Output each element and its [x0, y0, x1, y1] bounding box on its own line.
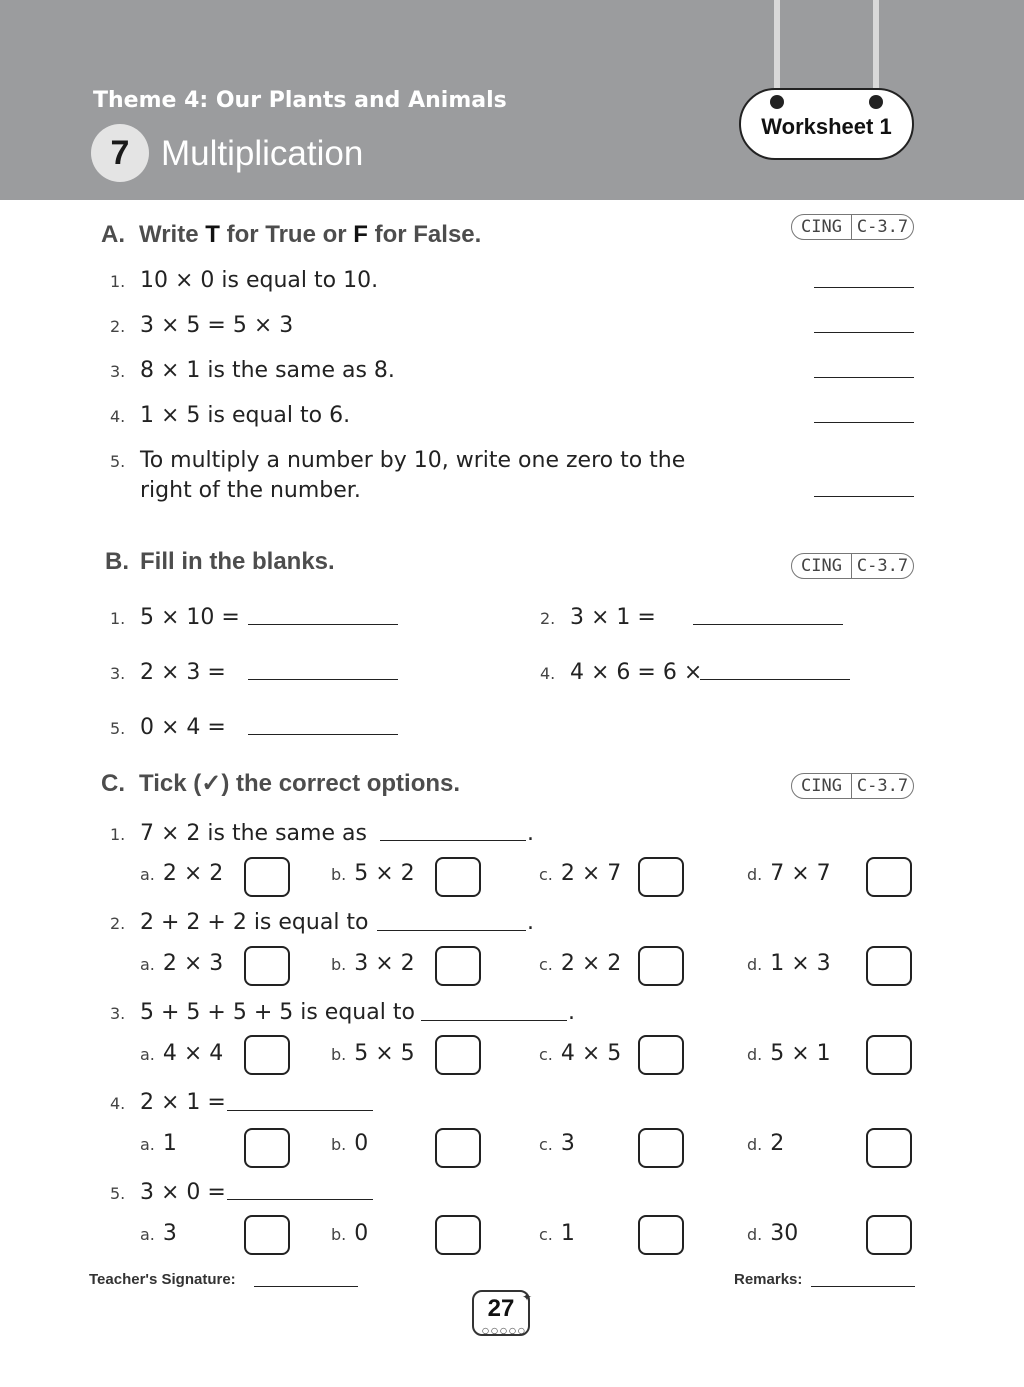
mcq-question: [110, 1180, 226, 1205]
title-part: Write: [139, 221, 206, 248]
cing-tag: [791, 553, 914, 579]
question-text: right of the number.: [140, 478, 361, 503]
tick-box[interactable]: [866, 857, 912, 897]
tick-box[interactable]: [244, 1035, 290, 1075]
option: [140, 1221, 177, 1246]
tag-ref: C-3.7: [856, 556, 909, 576]
remarks-line[interactable]: [811, 1286, 915, 1287]
mcq-question: [110, 1000, 415, 1025]
option-label: c.: [539, 955, 553, 974]
option-text: 2: [770, 1131, 785, 1156]
question-number: 4.: [540, 664, 556, 683]
question-number: 1.: [110, 272, 126, 291]
question-text: 4 × 6 = 6 ×: [570, 660, 703, 685]
section-c-title: [101, 769, 460, 798]
question-number: 3.: [110, 1004, 126, 1023]
answer-line[interactable]: [693, 624, 843, 625]
cing-tag: [791, 214, 914, 240]
option-label: b.: [331, 1135, 347, 1154]
question-number: 4.: [110, 1094, 126, 1113]
option: [539, 861, 621, 886]
option-text: 1: [560, 1221, 575, 1246]
answer-line[interactable]: [248, 679, 398, 680]
section-letter: C.: [101, 770, 125, 797]
chapter-number-badge: 7: [91, 124, 149, 182]
option-label: b.: [331, 1045, 347, 1064]
option-label: a.: [140, 1135, 155, 1154]
tick-box[interactable]: [244, 1215, 290, 1255]
option-text: 3 × 2: [354, 951, 415, 976]
option-text: 4 × 4: [162, 1041, 224, 1066]
hanging-string-right: [873, 0, 879, 100]
page-number-text: 27: [487, 1295, 515, 1322]
option: [140, 951, 223, 976]
option-label: b.: [331, 955, 347, 974]
answer-line[interactable]: [700, 679, 850, 680]
fill-question: [110, 715, 226, 740]
tick-box[interactable]: [866, 946, 912, 986]
tag-code: CING: [792, 554, 852, 578]
question-number: 2.: [110, 317, 126, 336]
section-letter: A.: [101, 221, 125, 248]
question-text: 10 × 0 is equal to 10.: [140, 268, 379, 293]
tag-code: CING: [792, 774, 852, 798]
signature-line[interactable]: [254, 1286, 358, 1287]
option-text: 30: [770, 1221, 799, 1246]
question-number: 5.: [110, 1184, 126, 1203]
answer-line: [380, 840, 526, 841]
option-label: a.: [140, 1045, 155, 1064]
tick-box[interactable]: [638, 1035, 684, 1075]
section-a-title: [101, 221, 481, 249]
question-period: .: [568, 1000, 575, 1025]
option: [331, 1221, 368, 1246]
option-label: c.: [539, 1225, 553, 1244]
question-text: 3 × 1 =: [570, 605, 656, 630]
tick-box[interactable]: [866, 1128, 912, 1168]
question-text: 3 × 0 =: [140, 1180, 226, 1205]
option: [331, 1041, 415, 1066]
question-text: 0 × 4 =: [140, 715, 226, 740]
tick-box[interactable]: [866, 1215, 912, 1255]
title-part: Fill in the blanks.: [140, 548, 335, 575]
page-dots-icon: ○○○○○: [482, 1326, 527, 1335]
answer-line[interactable]: [814, 332, 914, 333]
tick-box[interactable]: [638, 857, 684, 897]
option: [747, 1221, 798, 1246]
option-label: c.: [539, 1135, 553, 1154]
question-number: 3.: [110, 362, 126, 381]
question-text: 2 + 2 + 2 is equal to: [140, 910, 369, 935]
question-text: 2 × 3 =: [140, 660, 226, 685]
tick-box[interactable]: [435, 1215, 481, 1255]
fill-question: [540, 605, 656, 630]
option-text: 2 × 7: [560, 861, 622, 886]
option: [539, 1041, 621, 1066]
option: [747, 951, 831, 976]
cing-tag: [791, 773, 914, 799]
chapter-title: Multiplication: [161, 134, 364, 173]
star-icon: ✦: [522, 1290, 533, 1304]
hanging-string-left: [774, 0, 780, 100]
mcq-question: [110, 910, 369, 935]
tick-box[interactable]: [866, 1035, 912, 1075]
fill-question: [110, 660, 226, 685]
question-text: 3 × 5 = 5 × 3: [140, 313, 294, 338]
option: [539, 951, 621, 976]
tag-code: CING: [792, 215, 852, 239]
title-part: for True or: [219, 221, 354, 248]
option-text: 5 × 1: [770, 1041, 831, 1066]
option-text: 1 × 3: [770, 951, 831, 976]
tick-box[interactable]: [638, 1215, 684, 1255]
option: [140, 1131, 177, 1156]
tf-question: [110, 358, 395, 383]
option: [747, 1131, 784, 1156]
tag-ref: C-3.7: [856, 776, 909, 796]
title-part: Tick (✓) the correct options.: [139, 770, 461, 797]
tf-question: [110, 313, 293, 338]
answer-line[interactable]: [248, 624, 398, 625]
tick-box[interactable]: [435, 857, 481, 897]
option-label: d.: [747, 1225, 763, 1244]
tick-box[interactable]: [244, 1128, 290, 1168]
tick-box[interactable]: [435, 1035, 481, 1075]
question-text: To multiply a number by 10, write one zero to the: [140, 448, 686, 473]
option-text: 0: [354, 1221, 369, 1246]
option-label: a.: [140, 865, 155, 884]
option-label: a.: [140, 955, 155, 974]
option-label: d.: [747, 1135, 763, 1154]
answer-line[interactable]: [814, 287, 914, 288]
option-text: 2 × 2: [560, 951, 622, 976]
remarks-label: Remarks:: [734, 1271, 803, 1288]
answer-line: [227, 1110, 373, 1111]
tf-question: [110, 268, 378, 293]
option-text: 2 × 3: [162, 951, 224, 976]
title-part: for False.: [367, 221, 482, 248]
option-label: b.: [331, 1225, 347, 1244]
option: [140, 861, 223, 886]
option-text: 4 × 5: [560, 1041, 622, 1066]
title-true-letter: T: [205, 221, 220, 248]
tick-box[interactable]: [244, 857, 290, 897]
question-number: 1.: [110, 825, 126, 844]
section-letter: B.: [105, 548, 129, 575]
answer-line[interactable]: [248, 734, 398, 735]
question-number: 5.: [110, 452, 126, 471]
question-text: 1 × 5 is equal to 6.: [140, 403, 351, 428]
ring-left-icon: [770, 95, 784, 109]
option-label: d.: [747, 955, 763, 974]
question-number: 1.: [110, 609, 126, 628]
option-text: 7 × 7: [770, 861, 831, 886]
teacher-signature-label: Teacher's Signature:: [89, 1271, 236, 1288]
question-text: 7 × 2 is the same as: [140, 821, 367, 846]
option-text: 0: [354, 1131, 369, 1156]
answer-line[interactable]: [814, 377, 914, 378]
tick-box[interactable]: [435, 946, 481, 986]
fill-question: [110, 605, 240, 630]
title-false-letter: F: [353, 221, 368, 248]
tick-box[interactable]: [638, 1128, 684, 1168]
worksheet-label: Worksheet 1: [761, 114, 892, 139]
option-label: c.: [539, 865, 553, 884]
question-text: 8 × 1 is the same as 8.: [140, 358, 395, 383]
option: [140, 1041, 223, 1066]
tf-question: [110, 446, 730, 505]
option: [539, 1131, 575, 1156]
answer-line: [377, 930, 526, 931]
answer-line: [421, 1020, 567, 1021]
option-label: b.: [331, 865, 347, 884]
option-label: c.: [539, 1045, 553, 1064]
option-text: 3: [560, 1131, 575, 1156]
ring-right-icon: [869, 95, 883, 109]
question-period: .: [527, 821, 534, 846]
answer-line[interactable]: [814, 496, 914, 497]
option-text: 1: [162, 1131, 177, 1156]
option-label: d.: [747, 1045, 763, 1064]
option: [331, 861, 415, 886]
answer-line: [227, 1199, 373, 1200]
theme-title: Theme 4: Our Plants and Animals: [93, 88, 507, 113]
option: [539, 1221, 575, 1246]
option-text: 2 × 2: [162, 861, 224, 886]
section-b-title: [105, 548, 335, 576]
question-text: 2 × 1 =: [140, 1090, 226, 1115]
answer-line[interactable]: [814, 422, 914, 423]
mcq-question: [110, 1090, 226, 1115]
question-text: 5 + 5 + 5 + 5 is equal to: [140, 1000, 415, 1025]
question-number: 5.: [110, 719, 126, 738]
fill-question: [540, 660, 702, 685]
option-label: a.: [140, 1225, 155, 1244]
mcq-question: [110, 821, 367, 846]
tick-box[interactable]: [435, 1128, 481, 1168]
option: [331, 951, 415, 976]
option-label: d.: [747, 865, 763, 884]
option: [331, 1131, 368, 1156]
worksheet-badge: [739, 88, 914, 160]
tick-box[interactable]: [638, 946, 684, 986]
option-text: 3: [162, 1221, 177, 1246]
question-number: 2.: [540, 609, 556, 628]
option: [747, 1041, 831, 1066]
option: [747, 861, 831, 886]
option-text: 5 × 5: [354, 1041, 415, 1066]
option-text: 5 × 2: [354, 861, 415, 886]
tick-box[interactable]: [244, 946, 290, 986]
question-text: 5 × 10 =: [140, 605, 240, 630]
question-period: .: [527, 910, 534, 935]
tag-ref: C-3.7: [856, 217, 909, 237]
tf-question: [110, 403, 350, 428]
question-number: 3.: [110, 664, 126, 683]
question-number: 4.: [110, 407, 126, 426]
question-number: 2.: [110, 914, 126, 933]
